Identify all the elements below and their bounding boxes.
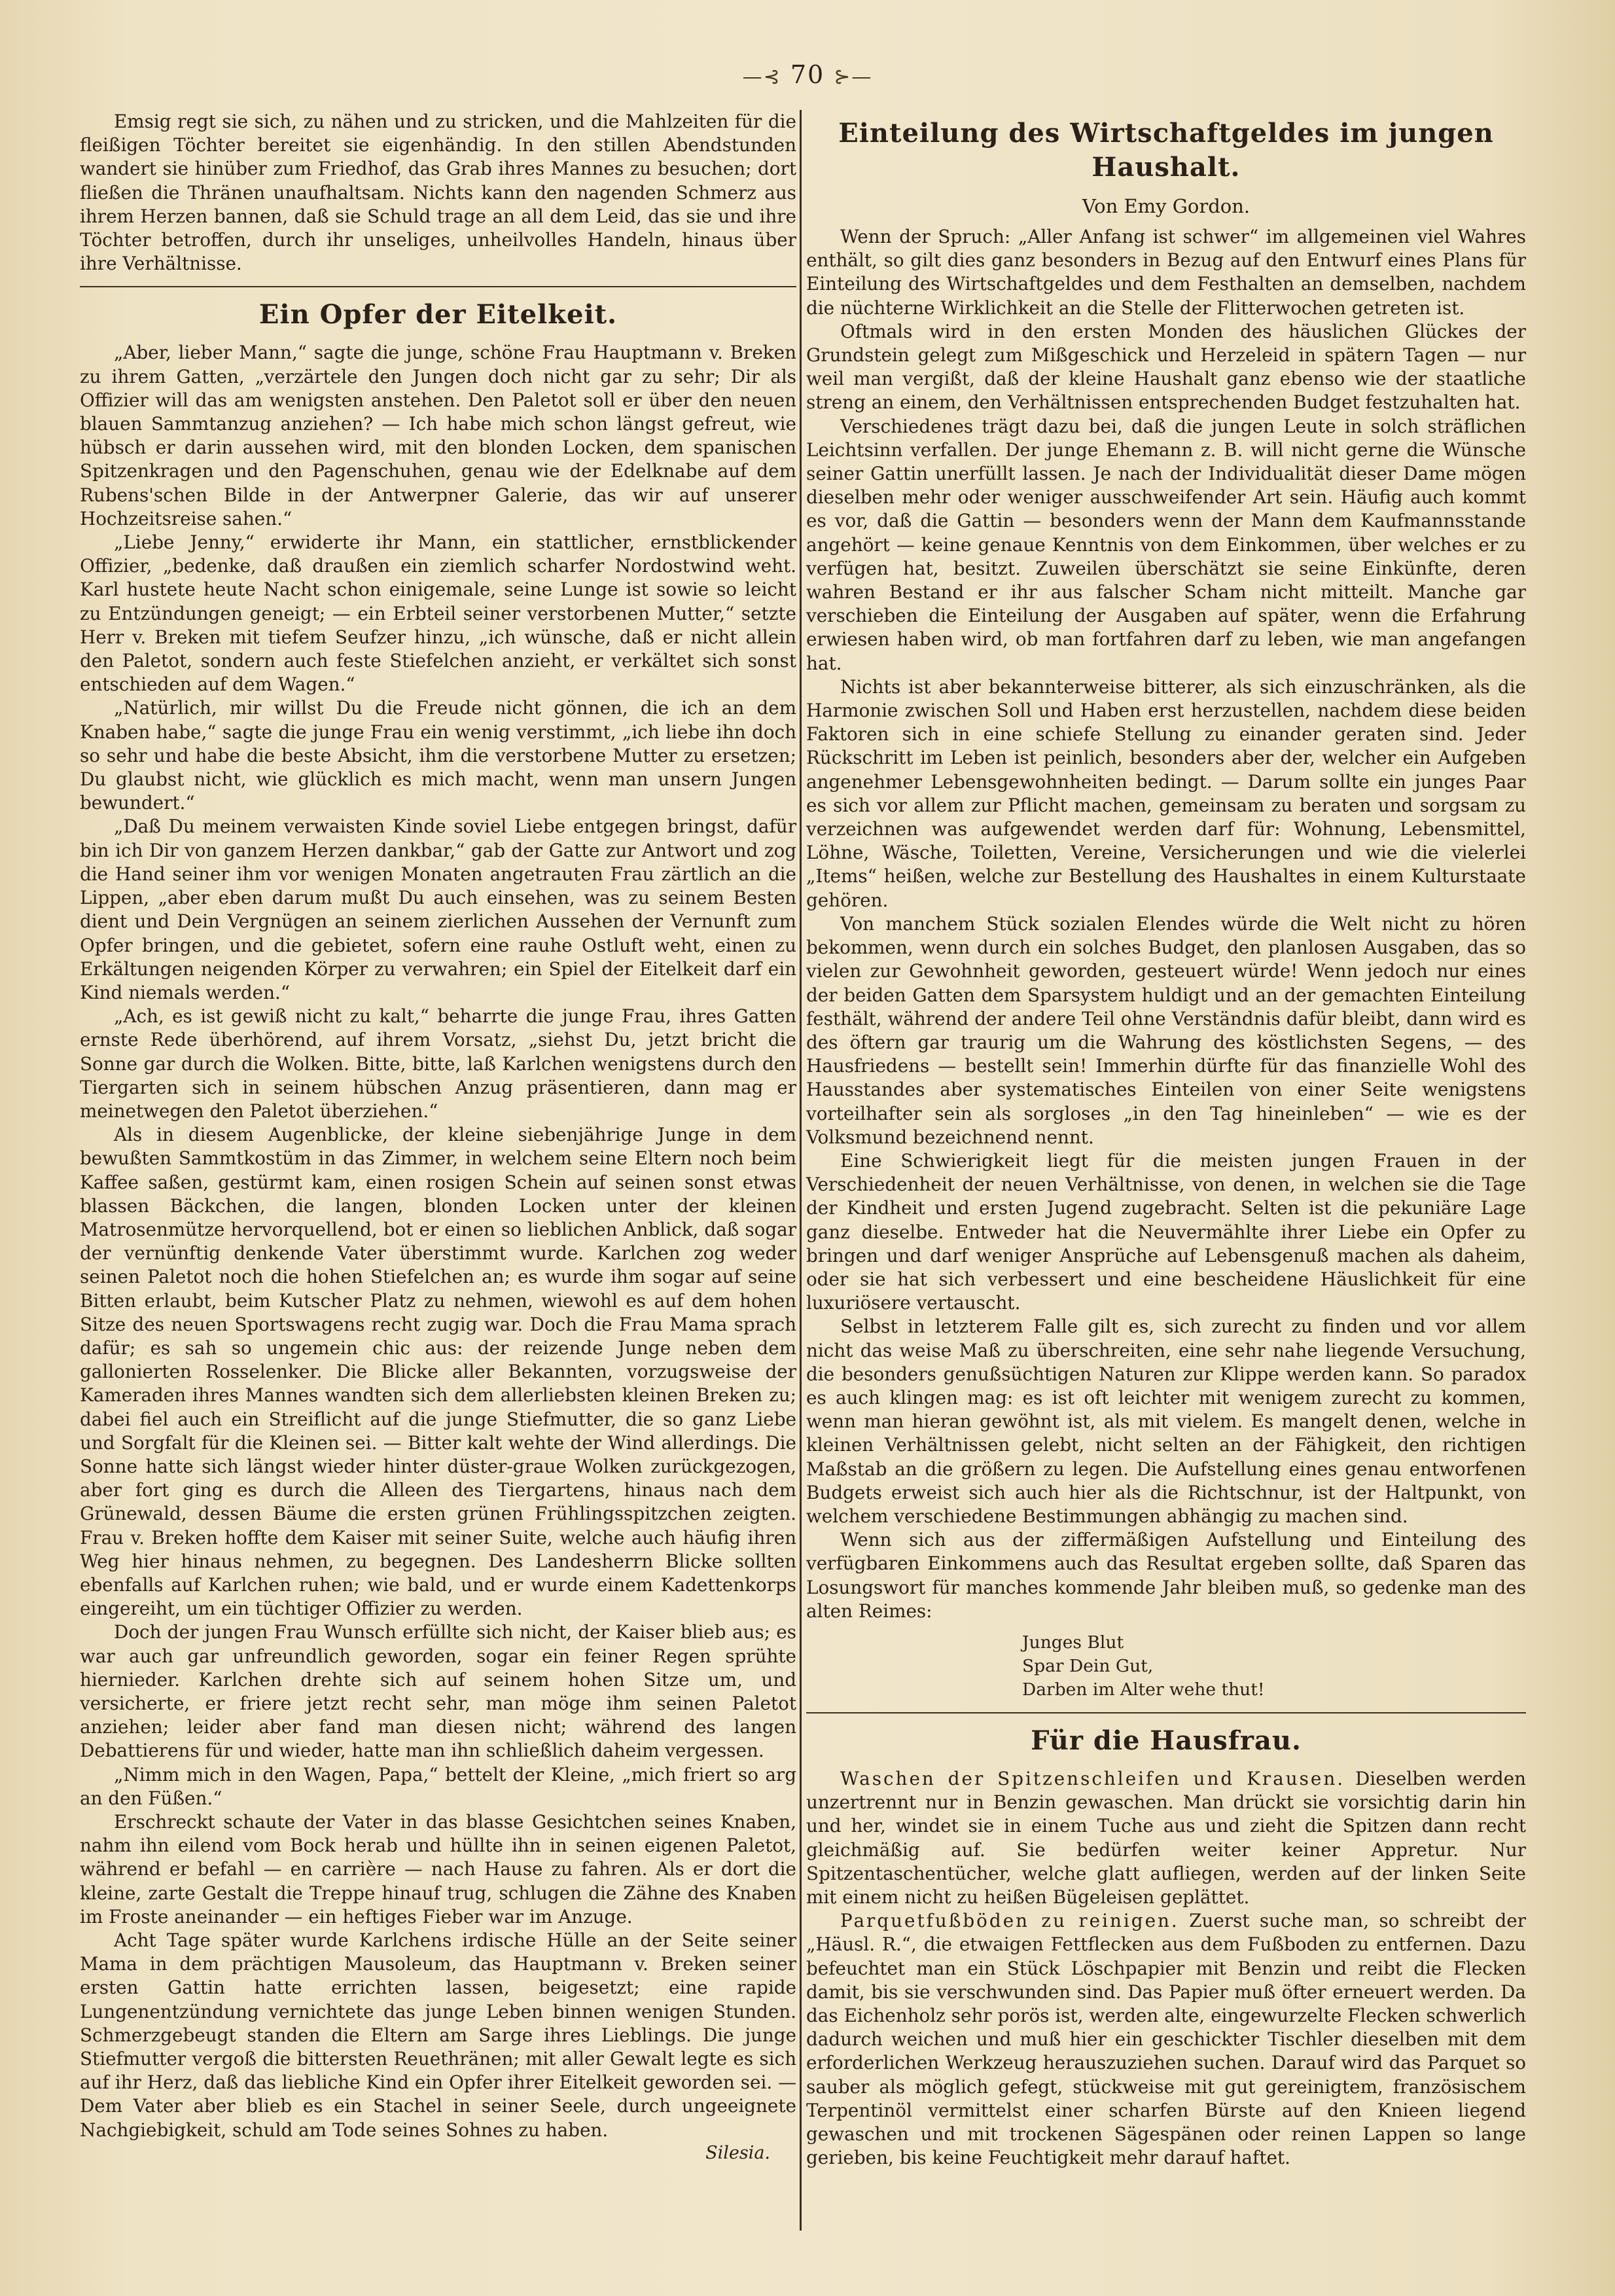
rhyme-verse [1022,1631,1526,1702]
article-paragraph-4: Nichts ist aber bekannterweise bitterer, als sich einzuschränken, als die Harmonie zwischen Soll und Haben erst herzustellen, nachdem diese beiden Faktoren sich in eine schiefe Stellung zu einander geraten sind. Jeder Rückschritt im Leben ist peinlich, besonders aber der, welcher ein Aufgeben angenehmer Lebensgewohnheiten bedingt. — Darum sollte ein junges Paar es sich vor allem zur Pflicht machen, gemeinsam zu beraten und sorgsam zu verzeichnen was aufgewendet werden darf für: Wohnung, Lebensmittel, Löhne, Wäsche, Toiletten, Vereine, Versicherungen und wie die vielerlei „Items“ heißen, welche zur Bestellung des Haushaltes in einem Kulturstaate gehören. [806,675,1526,911]
tip-text: Zuerst suche man, so schreibt der „Häusl. R.“, die etwaigen Fettflecken aus dem Fußboden zu entfernen. Dazu befeuchtet man ein Stück Löschpapier mit Benzin und reibt die Flecken damit, bis sie verschwunden sind. Das Papier muß öfter erneuert werden. Da das Eichenholz sehr porös ist, werden alte, eingewurzelte Flecken schwerlich dadurch weichen und muß hier ein geschickter Tischler dieselben mit dem erforderlichen Werkzeug herauszuziehen suchen. Darauf wird das Parquet so sauber als möglich gefegt, stückweise mit gut gereinigtem, französischem Terpentinöl vermittelst einer scharfen Bürste auf den Knieen liegend gewaschen und mit trockenen Sägespänen oder reinen Lappen so lange gerieben, bis keine Feuchtigkeit mehr darauf haftet. [806,1910,1527,2169]
article-byline: Von Emy Gordon. [1082,195,1251,217]
article-paragraph-3: Verschiedenes trägt dazu bei, daß die jungen Leute in solch sträflichen Leichtsinn verfallen. Der junge Ehemann z. B. will nicht gerne die Wünsche seiner Gattin unerfüllt lassen. Je nach der Individualität dieser Dame mögen dieselben mehr oder weniger ausschweifender Art sein. Häufig auch kommt es vor, daß die Gattin — besonders wenn der Mann dem Kaufmannsstande angehört — keine genaue Kenntnis von dem Einkommen, über welches er zu verfügen hat, besitzt. Zuweilen überschätzt sie seine Einkünfte, deren wahren Bestand er ihr aus falscher Scham nicht mitteilt. Manche gar verschieben die Einteilung der Ausgaben auf später, wenn die Erfahrung erwiesen haben wird, ob man fortfahren darf zu leben, wie man angefangen hat. [806,415,1526,674]
article-title: Einteilung des Wirtschaftgeldes im jungen Haushalt. [838,118,1494,183]
household-tip [806,1909,1526,2170]
story-paragraph-10: Acht Tage später wurde Karlchens irdische Hülle an der Seite seiner Mama in dem prächtigen Mausoleum, das Hauptmann v. Breken seiner ersten Gattin hatte errichten lassen, beigesetzt; eine rapide Lungenentzündung vernichtete das junge Leben binnen wenigen Stunden. Schmerzgebeugt standen die Eltern am Sarge ihres Lieblings. Die junge Stiefmutter vergoß die bittersten Reuethränen; mit aller Gewalt legte es sich auf ihr Herz, daß das liebliche Kind ein Opfer ihrer Eitelkeit geworden sei. — Dem Vater aber blieb es ein Stachel in seiner Seele, durch ungeeignete Nachgiebigkeit, schuld am Tode seines Sohnes zu haben. [80,1929,796,2141]
right-column [806,110,1526,2170]
ornament-right: ⊱— [834,65,873,88]
section-title: Für die Hausfrau. [1031,1725,1302,1756]
article-paragraph-6: Eine Schwierigkeit liegt für die meisten jungen Frauen in der Verschiedenheit der neuen Verhältnisse, von denen, in welchen sie die Tage der Kindheit und ersten Jugend zugebracht. Selten ist die pekuniäre Lage ganz dieselbe. Entweder hat die Neuvermählte ihrer Liebe ein Opfer zu bringen und darf weniger Ansprüche auf Lebensgenuß machen als daheim, oder sie hat sich verbessert und eine bescheidene Häuslichkeit für eine luxuriösere vertauscht. [806,1149,1526,1314]
page-header [0,60,1615,89]
column-divider [800,110,802,2231]
story-paragraph-5: „Ach, es ist gewiß nicht zu kalt,“ beharrte die junge Frau, ihres Gatten ernste Rede überhörend, auf ihrem Vorsatz, „siehst Du, jetzt bricht die Sonne gar durch die Wolken. Bitte, bitte, laß Karlchen wenigstens durch den Tiergarten sich in seinem hübschen Anzug präsentieren, dann mag er meinetwegen den Paletot überziehen.“ [80,1005,796,1122]
page-number: 70 [790,60,825,89]
story-paragraph-2: „Liebe Jenny,“ erwiderte ihr Mann, ein stattlicher, ernstblickender Offizier, „bedenke, daß draußen ein ziemlich scharfer Nordostwind weht. Karl hustete heute Nacht schon einigemale, seine Lunge ist sowie so leicht zu Entzündungen geneigt; — ein Erbteil seiner verstorbenen Mutter,“ setzte Herr v. Breken mit tiefem Seufzer hinzu, „ich wünsche, daß er nicht allein den Paletot, sondern auch feste Stiefelchen anzieht, er verkältet sich sonst entschieden auf dem Wagen.“ [80,531,796,696]
tip-text: Dieselben werden unzertrennt nur in Benzin gewaschen. Man drückt sie vorsichtig darin hin und her, windet sie in einem Tuche aus und zieht die Spitzen dann recht gleichmäßig auf. Sie bedürfen weiter keiner Appretur. Nur Spitzentaschentücher, welche glatt aufliegen, werden auf der linken Seite mit einem nicht zu heißen Bügeleisen geplättet. [806,1767,1526,1908]
story-paragraph-3: „Natürlich, mir willst Du die Freude nicht gönnen, die ich an dem Knaben habe,“ sagte die junge Frau ein wenig verstimmt, „ich liebe ihn doch so sehr und habe die beste Absicht, ihm die verstorbene Mutter zu ersetzen; Du glaubst nicht, wie glücklich es mich macht, wenn man unsern Jungen bewundert.“ [80,697,796,814]
story-continuation: Emsig regt sie sich, zu nähen und zu stricken, und die Mahlzeiten für die fleißigen Töchter bereitet sie eigenhändig. In den stillen Abendstunden wandert sie hinüber zum Friedhof, das Grab ihres Mannes zu besuchen; dort fließen die Thränen unaufhaltsam. Nichts kann den nagenden Schmerz aus ihrem Herzen bannen, daß sie Schuld trage an all dem Leid, das sie und ihre Töchter betroffen, durch ihr unseliges, unheilvolles Handeln, hinaus über ihre Verhältnisse. [80,111,796,275]
ornament-left: —⊰ [742,65,781,88]
left-column [80,110,796,2164]
story-paragraph-7: Doch der jungen Frau Wunsch erfüllte sich nicht, der Kaiser blieb aus; es war auch gar unfreundlich geworden, sogar ein feiner Regen sprühte hiernieder. Karlchen drehte sich auf seinem hohen Sitze um, und versicherte, er friere jetzt recht sehr, man möge ihm seinen Paletot anziehen; leider aber fand man diesen nicht; während des langen Debattierens für und wieder, hatte man ihn schließlich daheim vergessen. [80,1621,796,1762]
tip-title: Parquetfußböden zu reinigen. [840,1910,1179,1932]
article-paragraph-5: Von manchem Stück sozialen Elendes würde die Welt nicht zu hören bekommen, wenn durch ein solches Budget, den planlosen Ausgaben, das so vielen zur Gewohnheit geworden, gesteuert würde! Wenn jedoch nur eines der beiden Gatten dem Sparsystem huldigt und an der gemachten Einteilung festhält, während der andere Teil ohne Verständnis dafür bleibt, dann wird es des öftern gar traurig um die Wahrung des köstlichsten Segens, — des Hausfriedens — bestellt sein! Immerhin dürfte für das finanzielle Wohl des Hausstandes aber systematisches Einteilen von einer Seite wenigstens vorteilhafter sein als sorgloses „in den Tag hineinleben“ — wie es der Volksmund bezeichnend nennt. [806,912,1526,1148]
verse-line: Spar Dein Gut, [1022,1655,1154,1676]
story-paragraph-8: „Nimm mich in den Wagen, Papa,“ bettelt der Kleine, „mich friert so arg an den Füßen.“ [80,1763,796,1809]
section-rule [806,1712,1526,1713]
article-paragraph-8: Wenn sich aus der ziffermäßigen Aufstellung und Einteilung des verfügbaren Einkommens auch das Resultat ergeben sollte, daß Sparen das Losungswort für manches kommende Jahr bleiben muß, so gedenke man des alten Reimes: [806,1529,1526,1622]
verse-line: Darben im Alter wehe thut! [1022,1679,1265,1700]
household-tip [806,1767,1526,1909]
article-paragraph-7: Selbst in letzterem Falle gilt es, sich zurecht zu finden und vor allem nicht das weise Maß zu überschreiten, eine sehr nahe liegende Versuchung, die besonders genußsüchtigen Naturen zur Klippe werden kann. So paradox es auch klingen mag: es ist oft leichter mit wenigem zurecht zu kommen, wenn man hieran gewöhnt ist, als mit vielem. Es mangelt denen, welche in kleinen Verhältnissen gelebt, nicht selten an der Fähigkeit, den richtigen Maßstab an die größern zu legen. Die Aufstellung eines genau entworfenen Budgets erweist sich auch hier als die Richtschnur, ist der Haltpunkt, von welchem verschiedene Bestimmungen abhängig zu machen sind. [806,1316,1526,1527]
section-rule [80,286,796,287]
story-paragraph-9: Erschreckt schaute der Vater in das blasse Gesichtchen seines Knaben, nahm ihn eilend vom Bock herab und hüllte ihn in seinen eigenen Paletot, während er befahl — en carrière — nach Hause zu fahren. Als er dort die kleine, zarte Gestalt die Treppe hinauf trug, schlugen die Zähne des Knaben im Froste aneinander — ein heftiges Fieber war im Anzuge. [80,1811,796,1928]
tip-title: Waschen der Spitzenschleifen und Krausen. [840,1767,1345,1789]
story-paragraph-1: „Aber, lieber Mann,“ sagte die junge, schöne Frau Hauptmann v. Breken zu ihrem Gatten, „verzärtele den Jungen doch nicht gar zu sehr; Dir als Offizier will das am wenigsten anstehen. Den Paletot soll er über den neuen blauen Sammtanzug anziehen? — Ich habe mich schon längst gefreut, wie hübsch er darin aussehen wird, mit den blonden Locken, dem spanischen Spitzenkragen und den Pagenschuhen, genau wie der Edelknabe auf dem Rubens'schen Bilde in der Antwerpner Galerie, das wir auf unserer Hochzeitsreise sahen.“ [80,342,796,529]
story-title: Ein Opfer der Eitelkeit. [258,299,618,331]
article-paragraph-2: Oftmals wird in den ersten Monden des häuslichen Glückes der Grundstein gelegt zum Mißgeschick und Herzeleid in spätern Tagen — nur weil man vergißt, daß der kleine Haushalt ganz ebenso wie der staatliche streng an einem, den Verhältnissen entsprechenden Budget festzuhalten hat. [806,320,1526,414]
verse-line: Junges Blut [1022,1632,1124,1653]
author-signature: Silesia. [705,2142,770,2163]
story-paragraph-6: Als in diesem Augenblicke, der kleine siebenjährige Junge in dem bewußten Sammtkostüm in das Zimmer, in welchem seine Eltern noch beim Kaffee saßen, gestürmt kam, einen rosigen Schein auf seinen sonst etwas blassen Bäckchen, die langen, blonden Locken unter der kleinen Matrosenmütze hervorquellend, bot er einen so lieblichen Anblick, daß sogar der vernünftig denkende Vater überstimmt wurde. Karlchen zog weder seinen Paletot noch die hohen Stiefelchen an; es wurde ihm sogar auf seine Bitten erlaubt, beim Kutscher Platz zu nehmen, wiewohl es auf dem hohen Sitze des neuen Sportswagens recht zugig war. Doch die Frau Mama sprach dafür; es sah so ungemein chic aus: der reizende Junge neben dem gallonierten Rosselenker. Die Blicke aller Bekannten, vorzugsweise der Kameraden ihres Mannes wandten sich dem allerliebsten kleinen Breken zu; dabei fiel auch ein Streiflicht auf die junge Stiefmutter, die so ganz Liebe und Sorgfalt für die Kleinen sei. — Bitter kalt wehte der Wind allerdings. Die Sonne hatte sich längst wieder hinter düster-graue Wolken zurückgezogen, aber fort ging es durch die Alleen des Tiergartens, hinaus nach dem Grünewald, dessen Bäume die ersten grünen Frühlingsspitzchen zeigten. Frau v. Breken hoffte dem Kaiser mit seiner Suite, welche auch häufig ihren Weg hier hinaus nehmen, zu begegnen. Des Landesherrn Blicke sollten ebenfalls auf Karlchen ruhen; wie bald, und er wurde einem Kadettenkorps eingereiht, um ein tüchtiger Offizier zu werden. [80,1124,796,1620]
article-paragraph-1: Wenn der Spruch: „Aller Anfang ist schwer“ im allgemeinen viel Wahres enthält, so gilt dies ganz besonders in Bezug auf den Entwurf eines Plans für Einteilung des Wirtschaftgeldes und dem Festhalten an demselben, nachdem die nüchterne Wirklichkeit an die Stelle der Flitterwochen getreten ist. [806,226,1526,319]
story-paragraph-4: „Daß Du meinem verwaisten Kinde soviel Liebe entgegen bringst, dafür bin ich Dir von ganzem Herzen dankbar,“ gab der Gatte zur Antwort und zog die Hand seiner ihm vor wenigen Monaten angetrauten Frau zärtlich an die Lippen, „aber eben darum mußt Du auch einsehen, was zu seinem Besten dient und Dein Vergnügen an seinem zierlichen Aussehen der Vernunft zum Opfer bringen, und die gebietet, sofern eine rauhe Ostluft weht, einen zu Erkältungen neigenden Körper zu verwahren; ein Spiel der Eitelkeit darf ein Kind niemals werden.“ [80,816,796,1003]
